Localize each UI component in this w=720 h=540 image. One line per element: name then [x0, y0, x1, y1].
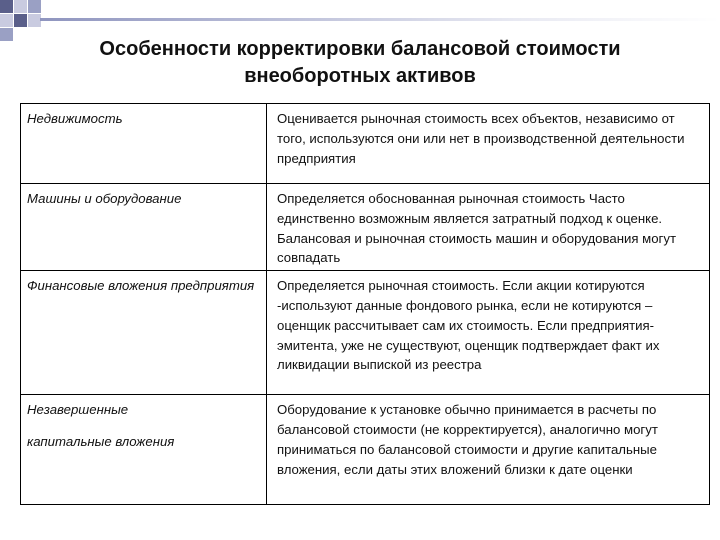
description-cell: Оборудование к установке обычно принимается в расчеты по балансовой стоимости (не корректируется), аналогично могут приниматься по балансовой стоимости и другие капитальные вложения, если даты этих вложений близки к дате оценки	[267, 395, 710, 505]
header-rule	[40, 18, 720, 21]
table-row	[21, 395, 710, 505]
category-cell: Недвижимость	[21, 104, 267, 184]
description-cell: Определяется рыночная стоимость. Если акции котируются -используют данные фондового рынка, если не котируются – оценщик рассчитывает сам их стоимость. Если предприятия-эмитента, уже не существуют, оценщик подтверждает факт их ликвидации выпиской из реестра	[267, 271, 710, 395]
deco-square	[0, 14, 13, 27]
deco-square	[0, 28, 13, 41]
deco-square	[14, 14, 27, 27]
category-line-1: Незавершенные	[27, 402, 129, 418]
description-cell: Оценивается рыночная стоимость всех объектов, независимо от того, используются они или нет в производственной деятельности предприятия	[267, 104, 710, 184]
table-row	[21, 271, 710, 395]
category-line-2: капитальные вложения	[27, 433, 175, 449]
description-cell: Определяется обоснованная рыночная стоимость Часто единственно возможным является затратный подход к оценке. Балансовая и рыночная стоимость машин и оборудования могут совпадать	[267, 184, 710, 271]
slide-title	[20, 36, 700, 90]
deco-square	[14, 0, 27, 13]
category-cell: Финансовые вложения предприятия	[21, 271, 267, 395]
category-cell: Машины и оборудование	[21, 184, 267, 271]
deco-square	[28, 0, 41, 13]
category-cell	[21, 395, 267, 505]
title-line-2: внеоборотных активов	[244, 65, 476, 87]
adjustments-table	[20, 103, 710, 505]
title-line-1: Особенности корректировки балансовой стоимости	[99, 38, 621, 60]
deco-square	[0, 0, 13, 13]
table-row	[21, 104, 710, 184]
table-row	[21, 184, 710, 271]
